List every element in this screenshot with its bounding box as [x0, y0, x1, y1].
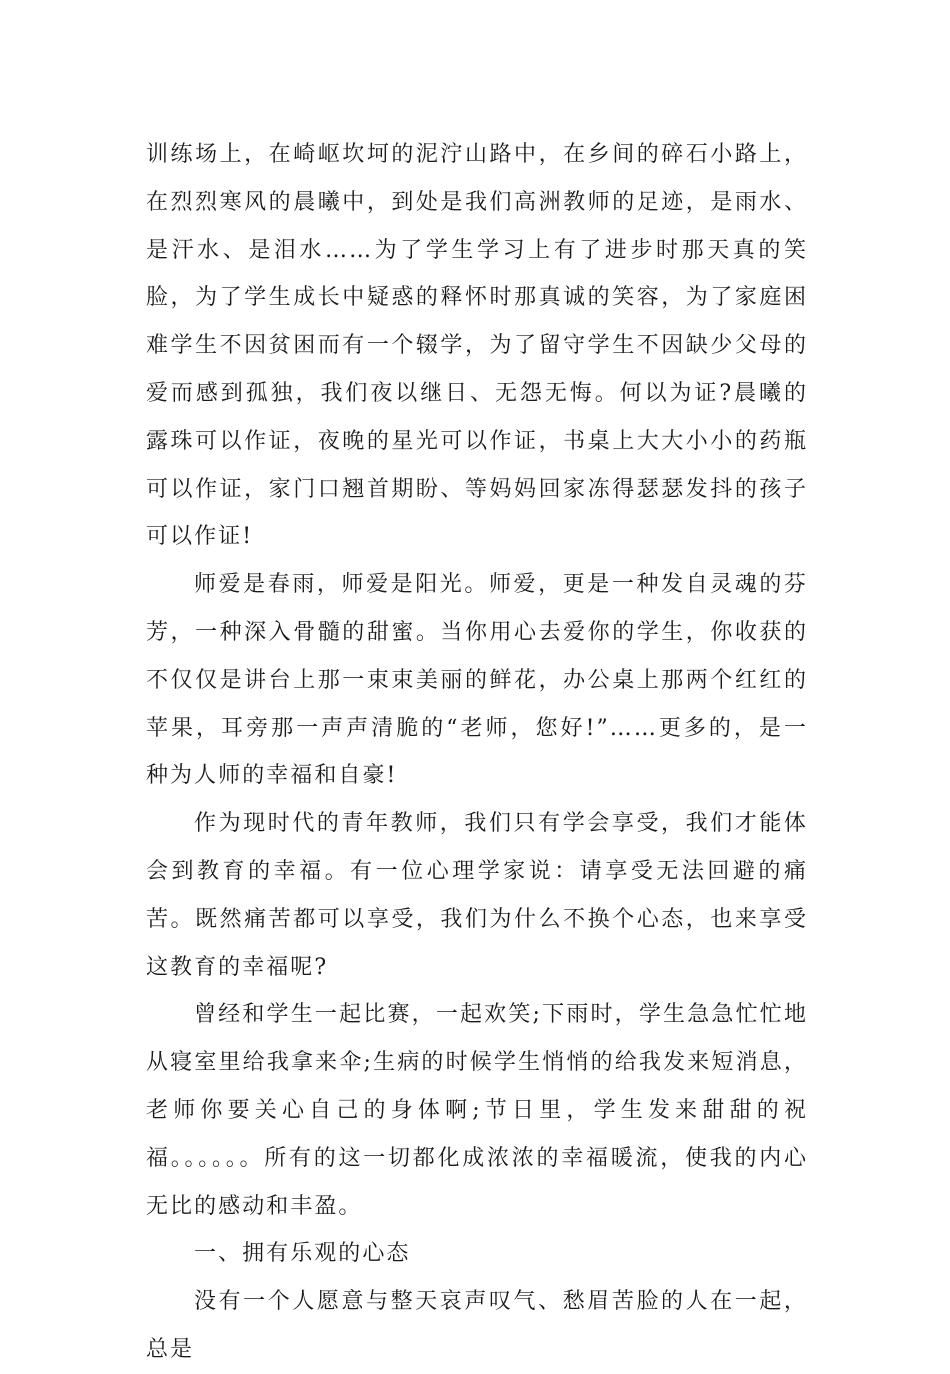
paragraph-1: 训练场上，在崎岖坎坷的泥泞山路中，在乡间的碎石小路上，在烈烈寒风的晨曦中，到处是我们高洲教师的足迹，是雨水、是汗水、是泪水……为了学生学习上有了进步时那天真的笑脸，为了学生成长中疑惑的释怀时那真诚的笑容，为了家庭困难学生不因贫困而有一个辍学，为了留守学生不因缺少父母的爱而感到孤独，我们夜以继日、无怨无悔。何以为证?晨曦的露珠可以作证，夜晚的星光可以作证，书桌上大大小小的药瓶可以作证，家门口翘首期盼、等妈妈回家冻得瑟瑟发抖的孩子可以作证! [146, 142, 808, 550]
paragraph-6: 没有一个人愿意与整天哀声叹气、愁眉苦脸的人在一起，总是 [146, 1289, 808, 1362]
paragraph-4: 曾经和学生一起比赛，一起欢笑;下雨时，学生急急忙忙地从寝室里给我拿来伞;生病的时候学生悄悄的给我发来短消息，老师你要关心自己的身体啊;节日里，学生发来甜甜的祝福。。。。。。所有的这一切都化成浓浓的幸福暖流，使我的内心无比的感动和丰盈。 [146, 1002, 808, 1219]
paragraph-3: 作为现时代的青年教师，我们只有学会享受，我们才能体会到教育的幸福。有一位心理学家说：请享受无法回避的痛苦。既然痛苦都可以享受，我们为什么不换个心态，也来享受这教育的幸福呢? [146, 811, 808, 980]
document-body [146, 131, 808, 1374]
paragraph-2: 师爱是春雨，师爱是阳光。师爱，更是一种发自灵魂的芬芳，一种深入骨髓的甜蜜。当你用心去爱你的学生，你收获的不仅仅是讲台上那一束束美丽的鲜花，办公桌上那两个红红的苹果，耳旁那一声声清脆的“老师，您好!”……更多的，是一种为人师的幸福和自豪! [146, 572, 808, 789]
section-heading: 一、拥有乐观的心态 [194, 1241, 411, 1267]
